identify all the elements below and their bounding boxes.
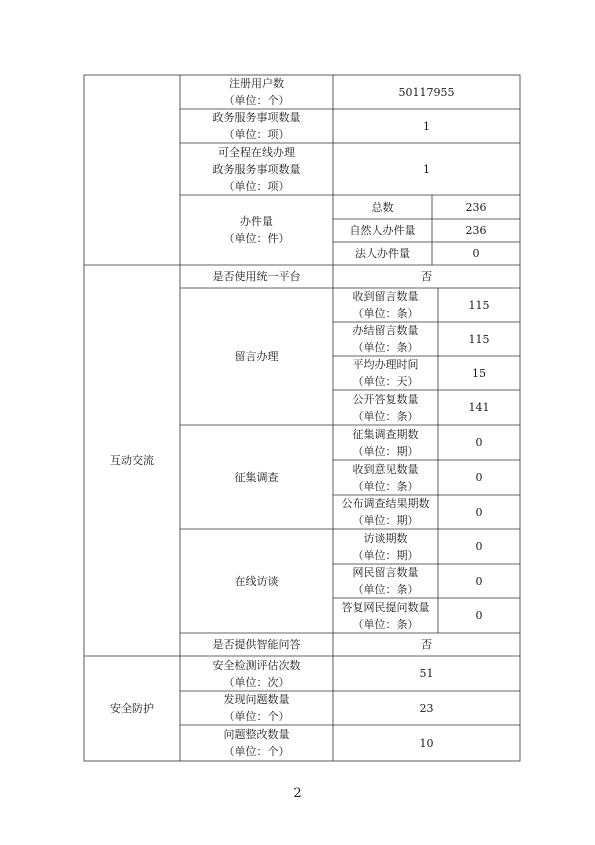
survey-opinions-value: 0: [475, 471, 483, 484]
issues-found-value: 23: [419, 701, 434, 715]
handled-label: 办件量 （单位：件）: [223, 215, 290, 245]
handled-legal-value: 0: [472, 247, 480, 260]
online-items-value: 1: [423, 162, 430, 176]
issues-fixed-value: 10: [419, 736, 434, 750]
unified-platform-label: 是否使用统一平台: [212, 270, 301, 283]
online-items-label: 可全程在线办理 政务服务事项数量 （单位：项）: [212, 145, 301, 193]
survey-results-label: 公布调查结果期数 （单位：期）: [341, 497, 430, 527]
messages-closed-label: 办结留言数量 （单位：条）: [352, 324, 419, 354]
survey-label: 征集调查: [234, 470, 279, 484]
messages-received-value: 115: [468, 298, 490, 312]
service-items-label: 政务服务事项数量 （单位：项）: [212, 111, 301, 141]
unified-platform-value: 否: [421, 270, 432, 283]
messages-label: 留言办理: [234, 350, 279, 363]
handled-total-label: 总数: [371, 200, 394, 214]
interview-periods-label: 访谈期数 （单位：期）: [352, 531, 419, 562]
security-checks-label: 安全检测评估次数 （单位：次）: [212, 658, 301, 689]
messages-closed-value: 115: [468, 332, 490, 346]
security-checks-value: 51: [419, 667, 434, 680]
section-interaction: 互动交流: [110, 454, 154, 467]
survey-periods-value: 0: [475, 436, 483, 449]
smart-qa-label: 是否提供智能问答: [212, 638, 301, 651]
messages-avgtime-value: 15: [472, 366, 486, 380]
handled-natural-value: 236: [465, 224, 487, 237]
page-number: 2: [293, 786, 302, 801]
interview-netizen-label: 网民留言数量 （单位：条）: [352, 566, 419, 596]
interview-periods-value: 0: [475, 540, 483, 553]
interview-answers-value: 0: [475, 609, 483, 622]
messages-published-value: 141: [468, 401, 490, 414]
interview-label: 在线访谈: [234, 574, 279, 588]
survey-periods-label: 征集调查期数 （单位：期）: [352, 427, 419, 458]
interview-answers-label: 答复网民提问数量 （单位：条）: [341, 600, 430, 631]
messages-avgtime-label: 平均办理时间 （单位：天）: [352, 358, 419, 388]
handled-total-value: 236: [465, 200, 487, 214]
smart-qa-value: 否: [421, 638, 432, 651]
messages-published-label: 公开答复数量 （单位：条）: [352, 392, 419, 423]
issues-found-label: 发现问题数量 （单位：个）: [223, 693, 290, 723]
messages-received-label: 收到留言数量 （单位：条）: [352, 290, 419, 320]
survey-results-value: 0: [475, 505, 483, 519]
handled-legal-label: 法人办件量: [355, 247, 410, 260]
issues-fixed-label: 问题整改数量 （单位：个）: [223, 728, 290, 758]
section-security: 安全防护: [110, 702, 154, 715]
registered-users-value: 50117955: [398, 85, 455, 99]
interview-netizen-value: 0: [475, 574, 483, 588]
survey-opinions-label: 收到意见数量 （单位：条）: [352, 462, 419, 493]
handled-natural-label: 自然人办件量: [349, 224, 416, 237]
registered-users-label: 注册用户数 （单位：个）: [223, 77, 290, 107]
service-items-value: 1: [423, 119, 430, 133]
